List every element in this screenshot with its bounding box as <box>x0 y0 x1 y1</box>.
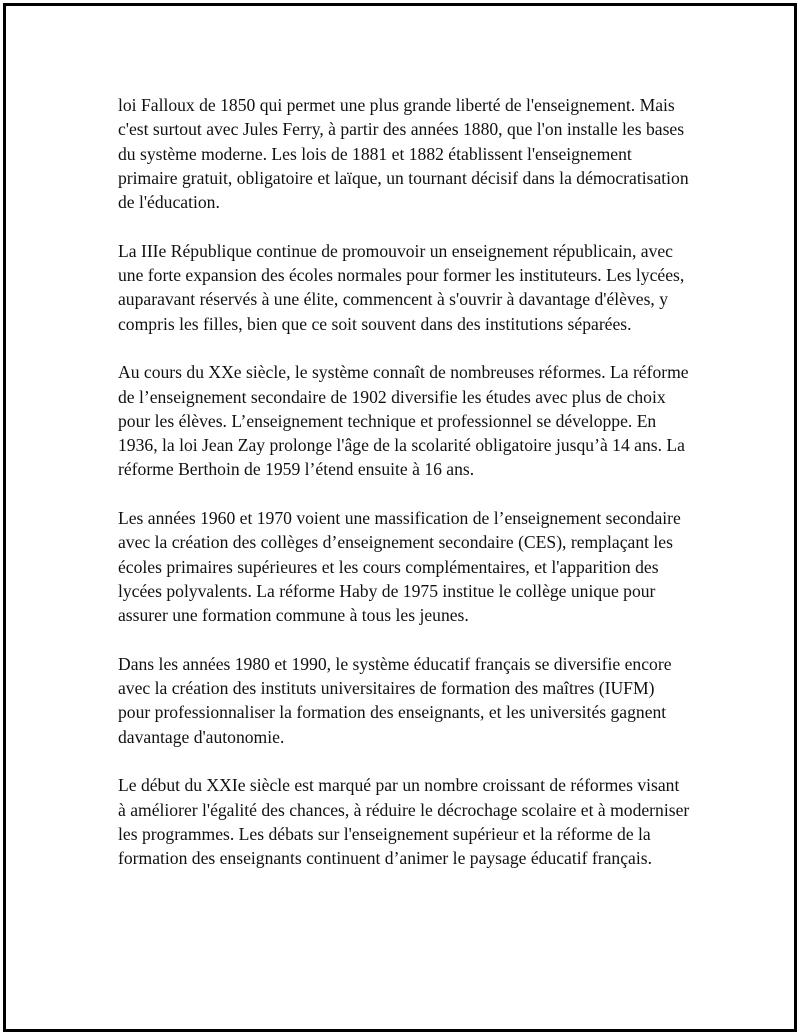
paragraph: Au cours du XXe siècle, le système connaît de nombreuses réformes. La réforme de l’enseignement secondaire de 1902 diversifie les études avec plus de choix pour les élèves. L’enseignement technique et professionnel se développe. En 1936, la loi Jean Zay prolonge l'âge de la scolarité obligatoire jusqu’à 14 ans. La réforme Berthoin de 1959 l’étend ensuite à 16 ans. <box>118 362 689 480</box>
paragraph: Le début du XXIe siècle est marqué par un nombre croissant de réformes visant à améliorer l'égalité des chances, à réduire le décrochage scolaire et à moderniser les programmes. Les débats sur l'enseignement supérieur et la réforme de la formation des enseignants continuent d’animer le paysage éducatif français. <box>118 775 690 869</box>
paragraph: La IIIe République continue de promouvoir un enseignement républicain, avec une forte expansion des écoles normales pour former les instituteurs. Les lycées, auparavant réservés à une élite, commencent à s'ouvrir à davantage d'élèves, y compris les filles, bien que ce soit souvent dans des institutions séparées. <box>118 240 685 334</box>
paragraph: loi Falloux de 1850 qui permet une plus grande liberté de l'enseignement. Mais c'est surtout avec Jules Ferry, à partir des années 1880, que l'on installe les bases du système moderne. Les lois de 1881 et 1882 établissent l'enseignement primaire gratuit, obligatoire et laïque, un tournant décisif dans la démocratisation de l'éducation. <box>118 95 689 213</box>
document-body <box>118 93 690 895</box>
paragraph: Dans les années 1980 et 1990, le système éducatif français se diversifie encore avec la création des instituts universitaires de formation des maîtres (IUFM) pour professionnaliser la formation des enseignants, et les universités gagnent davantage d'autonomie. <box>118 653 672 747</box>
paragraph: Les années 1960 et 1970 voient une massification de l’enseignement secondaire avec la création des collèges d’enseignement secondaire (CES), remplaçant les écoles primaires supérieures et les cours complémentaires, et l'apparition des lycées polyvalents. La réforme Haby de 1975 institue le collège unique pour assurer une formation commune à tous les jeunes. <box>118 508 681 626</box>
